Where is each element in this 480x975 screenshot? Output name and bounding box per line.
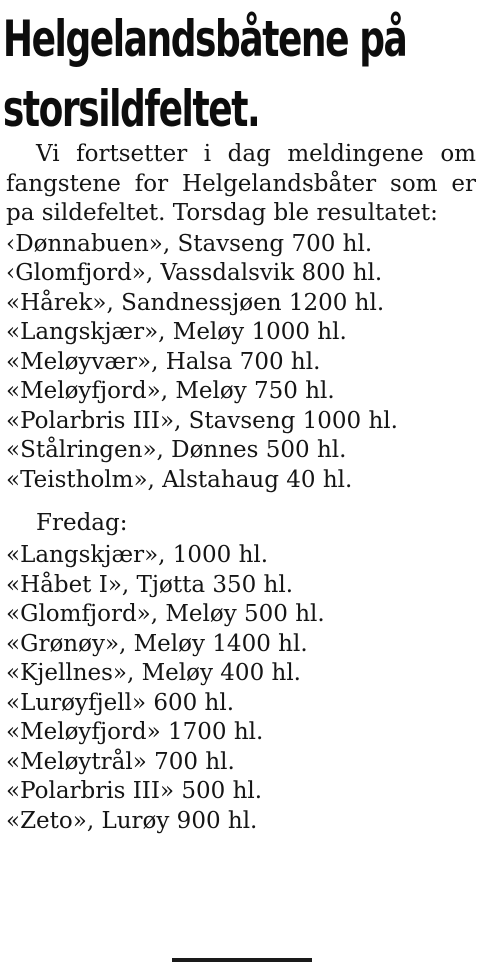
list-item: «Teistholm», Alstahaug 40 hl. — [6, 466, 353, 493]
list-item: «Meløyfjord» 1700 hl. — [6, 719, 264, 745]
article-body — [6, 140, 476, 836]
friday-catch-list — [6, 541, 476, 836]
list-item: «Polarbris III» 500 hl. — [6, 778, 263, 804]
headline-line-1: Helgelandsbåtene på — [2, 10, 407, 68]
list-item: «Stålringen», Dønnes 500 hl. — [6, 437, 347, 463]
list-item: «Lurøyfjell» 600 hl. — [6, 689, 235, 716]
list-item: ‹Dønnabuen», Stavseng 700 hl. — [6, 230, 373, 257]
list-item: «Langskjær», Meløy 1000 hl. — [6, 319, 347, 345]
list-item: «Meløyfjord», Meløy 750 hl. — [6, 378, 335, 404]
list-item: ‹Glomfjord», Vassdalsvik 800 hl. — [6, 260, 383, 286]
list-item: «Zeto», Lurøy 900 hl. — [6, 807, 258, 834]
friday-heading: Fredag: — [36, 510, 128, 536]
list-item: «Meløyvær», Halsa 700 hl. — [6, 348, 321, 375]
headline — [0, 0, 407, 144]
intro-paragraph: Vi fortsetter i dag meldingene om fangstene for Helgelandsbåter som er pa sildefeltet. Torsdag ble resultatet: — [6, 141, 476, 226]
thursday-catch-list — [6, 230, 476, 496]
list-item: «Glomfjord», Meløy 500 hl. — [6, 601, 325, 627]
list-item: «Langskjær», 1000 hl. — [6, 542, 269, 568]
list-item: «Polarbris III», Stavseng 1000 hl. — [6, 407, 398, 434]
list-item: «Meløytrål» 700 hl. — [6, 748, 235, 775]
list-item: «Håbet I», Tjøtta 350 hl. — [6, 571, 294, 598]
list-item: «Hårek», Sandnessjøen 1200 hl. — [6, 289, 385, 316]
end-rule — [172, 958, 312, 962]
list-item: «Kjellnes», Meløy 400 hl. — [6, 660, 301, 686]
headline-line-2: storsildfeltet. — [2, 80, 260, 138]
list-item: «Grønøy», Meløy 1400 hl. — [6, 630, 308, 657]
